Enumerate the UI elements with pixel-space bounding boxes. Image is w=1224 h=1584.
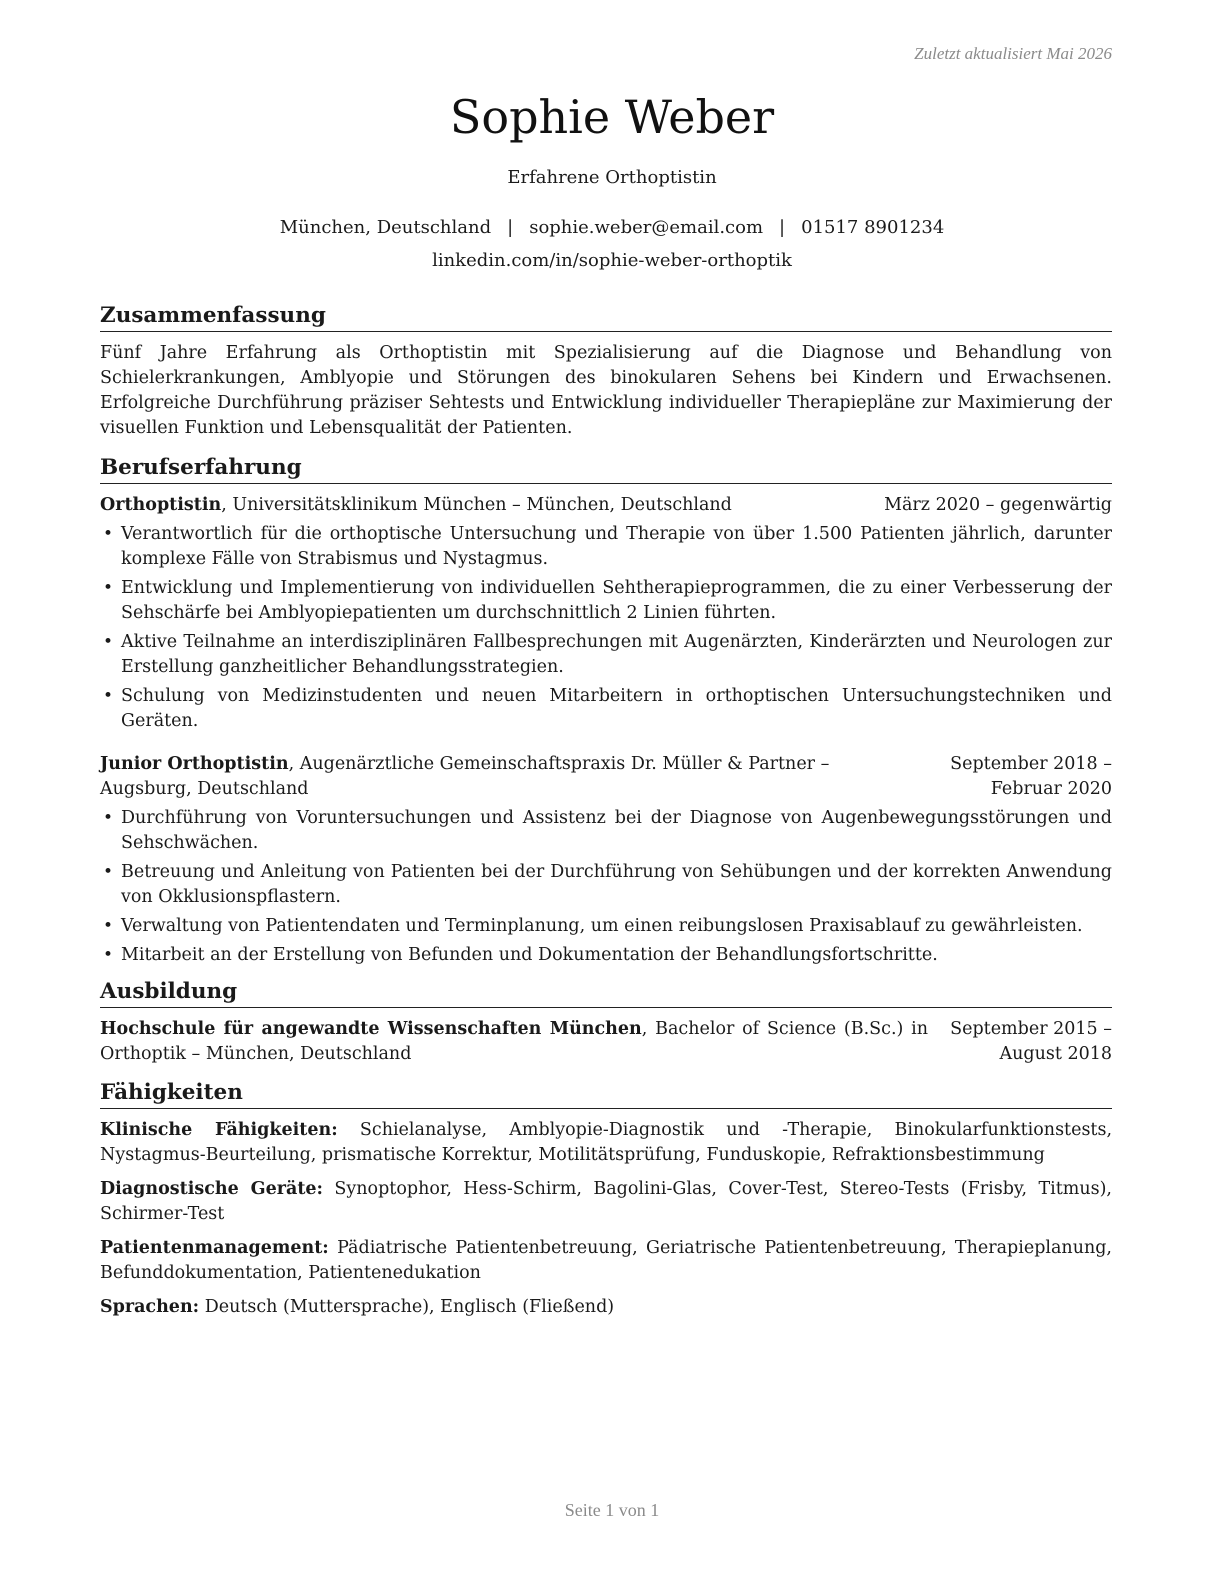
skill-label: Klinische Fähigkeiten: [100, 1120, 338, 1140]
job-dates: März 2020 – gegenwärtig [884, 495, 1112, 515]
job-role: Orthoptistin [100, 495, 222, 515]
list-item [100, 630, 1112, 680]
skill-label: Sprachen: [100, 1297, 200, 1317]
bullet-icon: • [103, 916, 114, 936]
job-role: Junior Orthoptistin [100, 754, 289, 774]
job-title-line [100, 493, 884, 518]
education-school: Hochschule für angewandte Wissenschaften München [100, 1019, 642, 1039]
education-entry [100, 1017, 1112, 1067]
bullet-icon: • [103, 578, 114, 598]
bullet-text: Durchführung von Voruntersuchungen und Assistenz bei der Diagnose von Augenbewegungsstörungen und Sehschwächen. [121, 808, 1112, 853]
candidate-title: Erfahrene Orthoptistin [507, 167, 717, 188]
list-item [100, 943, 1112, 968]
bullet-text: Entwicklung und Implementierung von individuellen Sehtherapieprogrammen, die zu einer Verbesserung der Sehschärfe bei Amblyopiepatienten um durchschnittlich 2 Linien führten. [121, 578, 1112, 623]
summary-text: Fünf Jahre Erfahrung als Orthoptistin mit Spezialisierung auf die Diagnose und Behandlung von Schielerkrankungen, Amblyopie und Störungen des binokularen Sehens bei Kindern und Erwachsenen. Erfolgreiche Durchführung präziser Sehtests und Entwicklung individueller Therapiepläne zur Maximierung der visuellen Funktion und Lebensqualität der Patienten. [100, 343, 1112, 438]
job-entry [100, 752, 1112, 968]
contact-phone[interactable]: 01517 8901234 [801, 217, 945, 238]
contact-separator: | [507, 217, 514, 238]
list-item [100, 914, 1112, 939]
job-dates: September 2018 – Februar 2020 [950, 754, 1112, 799]
contact-location: München, Deutschland [279, 217, 492, 238]
section-heading-experience: Berufserfahrung [100, 454, 1112, 484]
job-title-line [100, 752, 907, 802]
skill-text: Deutsch (Muttersprache), Englisch (Fließend) [199, 1297, 615, 1317]
list-item [100, 576, 1112, 626]
bullet-text: Schulung von Medizinstudenten und neuen Mitarbeitern in orthoptischen Untersuchungstechniken und Geräten. [121, 686, 1112, 731]
bullet-icon: • [103, 632, 114, 652]
bullet-icon: • [103, 686, 114, 706]
contact-email[interactable]: sophie.weber@email.com [529, 217, 764, 238]
skill-row [100, 1177, 1112, 1227]
skill-text: Synoptophor, Hess-Schirm, Bagolini-Glas, Cover-Test, Stereo-Tests (Frisby, Titmus), Schirmer-Test [100, 1179, 1112, 1224]
skill-row [100, 1118, 1112, 1168]
list-item [100, 860, 1112, 910]
contact-separator: | [779, 217, 786, 238]
last-updated-note: Zuletzt aktualisiert Mai 2026 [914, 44, 1112, 63]
bullet-icon: • [103, 808, 114, 828]
skill-label: Diagnostische Geräte: [100, 1179, 323, 1199]
skill-row [100, 1236, 1112, 1286]
section-heading-education: Ausbildung [100, 978, 1112, 1008]
candidate-name: Sophie Weber [449, 90, 775, 144]
section-heading-skills: Fähigkeiten [100, 1079, 1112, 1109]
list-item [100, 684, 1112, 734]
skill-label: Patientenmanagement: [100, 1238, 329, 1258]
bullet-text: Verwaltung von Patientendaten und Terminplanung, um einen reibungslosen Praxisablauf zu gewährleisten. [121, 916, 1083, 936]
bullet-icon: • [103, 862, 114, 882]
job-header [100, 752, 1112, 802]
job-employer: , Universitätsklinikum München – München, Deutschland [221, 495, 732, 515]
education-title-line [100, 1017, 928, 1067]
job-bullets [100, 522, 1112, 734]
bullet-text: Aktive Teilnahme an interdisziplinären Fallbesprechungen mit Augenärzten, Kinderärzten und Neurologen zur Erstellung ganzheitlicher Behandlungsstrategien. [121, 632, 1112, 677]
section-heading-summary: Zusammenfassung [100, 302, 1112, 332]
bullet-icon: • [103, 945, 114, 965]
skill-row [100, 1295, 1112, 1320]
resume-body [100, 302, 1112, 1329]
list-item [100, 806, 1112, 856]
bullet-text: Verantwortlich für die orthoptische Untersuchung und Therapie von über 1.500 Patienten jährlich, darunter komplexe Fälle von Strabismus und Nystagmus. [121, 524, 1112, 569]
education-dates: September 2015 – August 2018 [950, 1019, 1112, 1064]
skill-text: Schielanalyse, Amblyopie-Diagnostik und -Therapie, Binokularfunktionstests, Nystagmus-Beurteilung, prismatische Korrektur, Motilitätsprüfung, Funduskopie, Refraktionsbestimmung [100, 1120, 1113, 1165]
job-header [100, 493, 1112, 518]
bullet-text: Mitarbeit an der Erstellung von Befunden und Dokumentation der Behandlungsfortschritte. [121, 945, 938, 965]
job-bullets [100, 806, 1112, 968]
education-degree: , Bachelor of Science (B.Sc.) in Orthoptik – München, Deutschland [100, 1019, 929, 1064]
contact-line [0, 216, 1224, 240]
linkedin-link[interactable]: linkedin.com/in/sophie-weber-orthoptik [432, 250, 792, 271]
job-employer: , Augenärztliche Gemeinschaftspraxis Dr. Müller & Partner – Augsburg, Deutschland [100, 754, 830, 799]
job-entry [100, 493, 1112, 734]
resume-header [0, 84, 1224, 273]
page-number: Seite 1 von 1 [564, 1500, 660, 1520]
skill-text: Pädiatrische Patientenbetreuung, Geriatrische Patientenbetreuung, Therapieplanung, Befunddokumentation, Patientenedukation [100, 1238, 1112, 1283]
bullet-icon: • [103, 524, 114, 544]
list-item [100, 522, 1112, 572]
bullet-text: Betreuung und Anleitung von Patienten bei der Durchführung von Sehübungen und der korrekten Anwendung von Okklusionspflastern. [121, 862, 1112, 907]
